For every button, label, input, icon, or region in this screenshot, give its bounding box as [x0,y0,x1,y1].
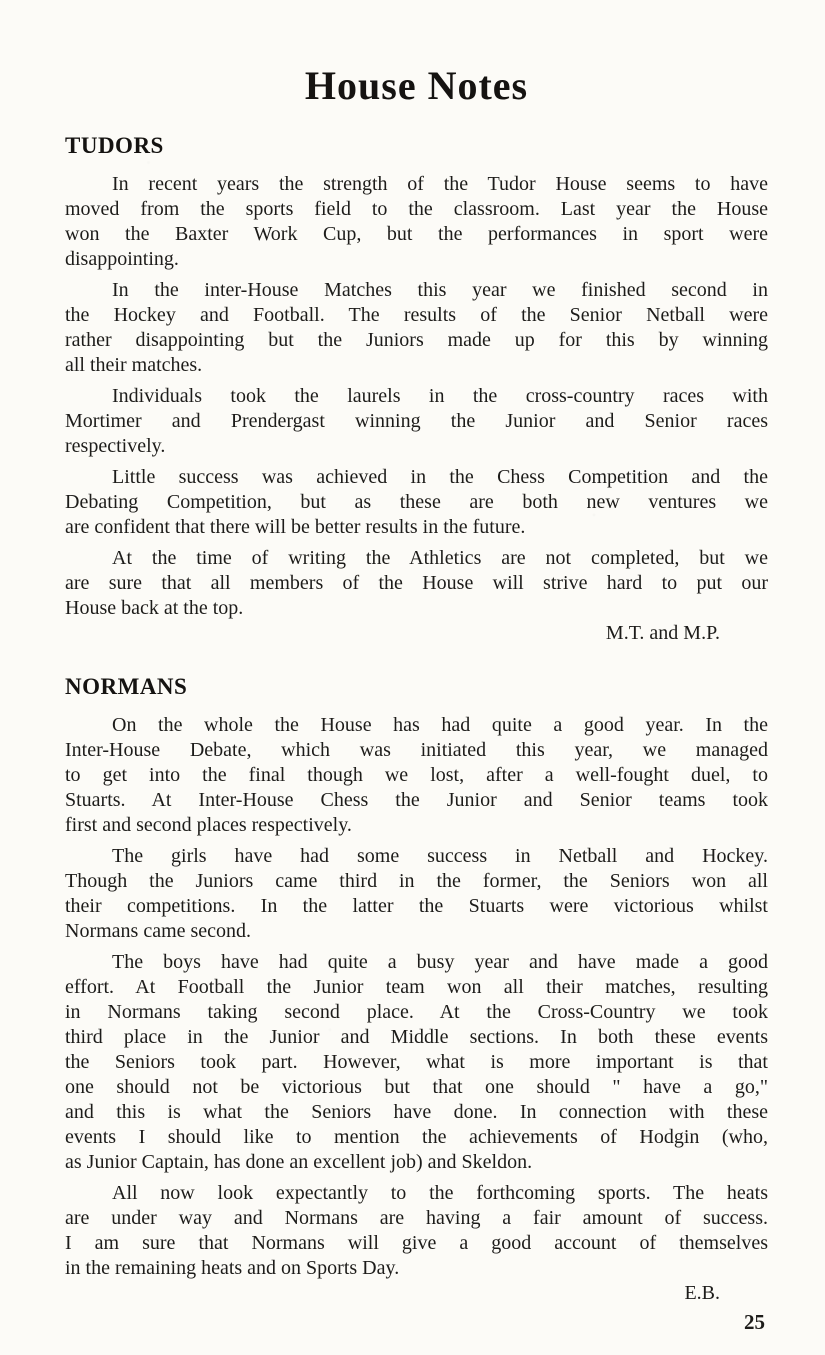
section-heading-tudors: TUDORS [65,133,164,158]
paragraph [65,844,768,944]
paragraph [65,172,768,272]
text-line: one should not be victorious but that one should " have a go," [65,1076,768,1098]
text-line: At the time of writing the Athletics are not completed, but we [112,547,768,569]
text-line: House back at the top. [65,597,244,619]
text-line: rather disappointing but the Juniors made up for this by winning [65,329,768,351]
paragraph [65,950,768,1175]
text-line: are confident that there will be better results in the future. [65,516,526,538]
paragraph [65,384,768,459]
text-line: In recent years the strength of the Tudor House seems to have [112,173,768,195]
text-line: first and second places respectively. [65,814,352,836]
text-line: Individuals took the laurels in the cross-country races with [112,385,768,407]
text-line: On the whole the House has had quite a good year. In the [112,714,768,736]
text-line: The girls have had some success in Netball and Hockey. [112,845,768,867]
text-line: respectively. [65,435,166,457]
signature-tudors: M.T. and M.P. [605,622,720,644]
text-line: in Normans taking second place. At the Cross-Country we took [65,1001,768,1023]
text-line: Stuarts. At Inter-House Chess the Junior and Senior teams took [65,789,768,811]
text-line: as Junior Captain, has done an excellent job) and Skeldon. [65,1151,533,1173]
text-line: won the Baxter Work Cup, but the performances in sport were [65,223,768,245]
text-line: their competitions. In the latter the Stuarts were victorious whilst [65,895,768,917]
text-line: are sure that all members of the House will strive hard to put our [65,572,768,594]
section-tudors [65,132,768,646]
text-line: Though the Juniors came third in the former, the Seniors won all [65,870,768,892]
section-normans [65,673,768,1306]
paragraph [65,1181,768,1281]
text-line: and this is what the Seniors have done. In connection with these [65,1101,768,1123]
text-line: the Seniors took part. However, what is more important is that [65,1051,768,1073]
text-line: Debating Competition, but as these are both new ventures we [65,491,768,513]
signature-normans: E.B. [684,1282,720,1304]
paragraph [65,278,768,378]
text-line: The boys have had quite a busy year and have made a good [112,951,768,973]
text-line: disappointing. [65,248,179,270]
text-line: I am sure that Normans will give a good account of themselves [65,1232,768,1254]
text-line: the Hockey and Football. The results of the Senior Netball were [65,304,768,326]
text-line: Little success was achieved in the Chess Competition and the [112,466,768,488]
text-line: Normans came second. [65,920,252,942]
text-line: In the inter-House Matches this year we finished second in [112,279,768,301]
paragraph [65,546,768,621]
page-title: House Notes [304,63,529,108]
text-line: events I should like to mention the achievements of Hodgin (who, [65,1126,768,1148]
text-line: third place in the Junior and Middle sections. In both these events [65,1026,768,1048]
text-line: Inter-House Debate, which was initiated this year, we managed [65,739,768,761]
text-line: to get into the final though we lost, after a well-fought duel, to [65,764,768,786]
text-line: moved from the sports field to the classroom. Last year the House [65,198,768,220]
text-line: all their matches. [65,354,203,376]
paragraph [65,713,768,838]
text-line: in the remaining heats and on Sports Day. [65,1257,400,1279]
page-number: 25 [744,1310,765,1334]
text-line: Mortimer and Prendergast winning the Junior and Senior races [65,410,768,432]
text-line: effort. At Football the Junior team won all their matches, resulting [65,976,768,998]
section-heading-normans: NORMANS [65,674,188,699]
text-line: are under way and Normans are having a fair amount of success. [65,1207,768,1229]
paragraph [65,465,768,540]
text-line: All now look expectantly to the forthcoming sports. The heats [112,1182,768,1204]
